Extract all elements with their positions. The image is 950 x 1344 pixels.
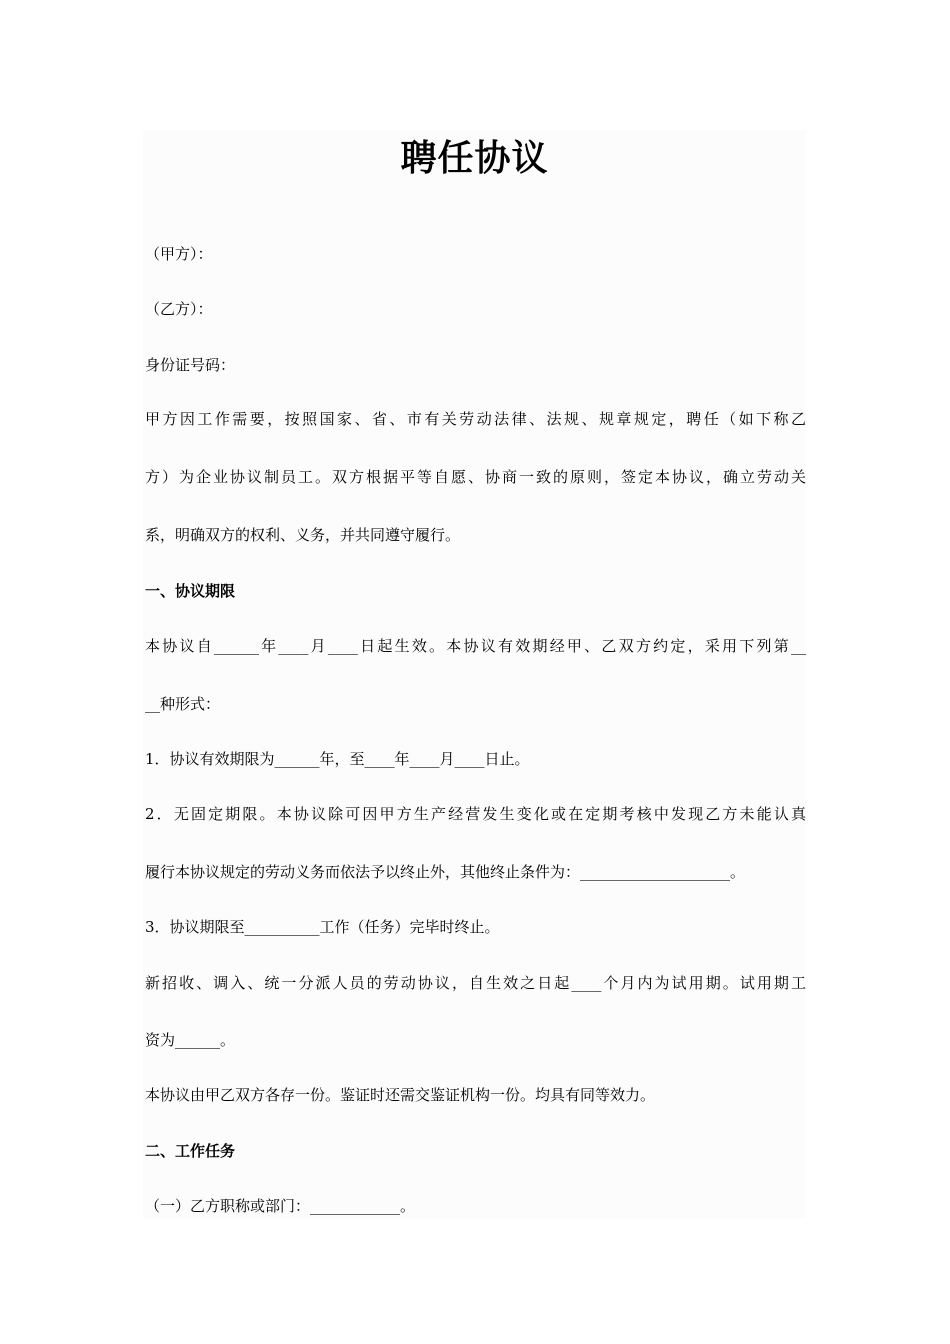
term-item-1: 1．协议有效期限为______年，至____年____月____日止。 xyxy=(145,750,530,768)
section-1-heading: 一、协议期限 xyxy=(145,582,236,600)
party-a-line: （甲方）： xyxy=(145,245,213,263)
term-item-2-line-1: 2．无固定期限。本协议除可因甲方生产经营发生变化或在定期考核中发现乙方未能认真 xyxy=(145,805,806,823)
term-item-3: 3．协议期限至__________工作（任务）完毕时终止。 xyxy=(145,918,500,936)
intro-line-2: 方）为企业协议制员工。双方根据平等自愿、协商一致的原则，签定本协议，确立劳动关 xyxy=(145,468,806,486)
section-2-heading: 二、工作任务 xyxy=(145,1142,236,1160)
term-item-2-line-2: 履行本协议规定的劳动义务而依法予以终止外，其他终止条件为：____________________。 xyxy=(145,863,746,881)
section-1-para-line-2: __种形式： xyxy=(145,695,221,713)
party-b-line: （乙方）： xyxy=(145,300,213,318)
intro-line-3: 系，明确双方的权利、义务，并共同遵守履行。 xyxy=(145,526,461,544)
document-title: 聘任协议 xyxy=(400,137,549,179)
probation-line-1: 新招收、调入、统一分派人员的劳动协议，自生效之日起____个月内为试用期。试用期工 xyxy=(145,974,806,992)
document-page xyxy=(143,130,806,1218)
copies-line: 本协议由甲乙双方各存一份。鉴证时还需交鉴证机构一份。均具有同等效力。 xyxy=(145,1086,656,1104)
intro-line-1: 甲方因工作需要，按照国家、省、市有关劳动法律、法规、规章规定，聘任（如下称乙 xyxy=(145,410,806,428)
probation-line-2: 资为______。 xyxy=(145,1031,236,1049)
section-2-item-1: （一）乙方职称或部门：____________。 xyxy=(145,1197,416,1215)
id-number-line: 身份证号码： xyxy=(145,356,236,374)
section-1-para-line-1: 本协议自______年____月____日起生效。本协议有效期经甲、乙双方约定，采用下列第__ xyxy=(145,637,806,655)
